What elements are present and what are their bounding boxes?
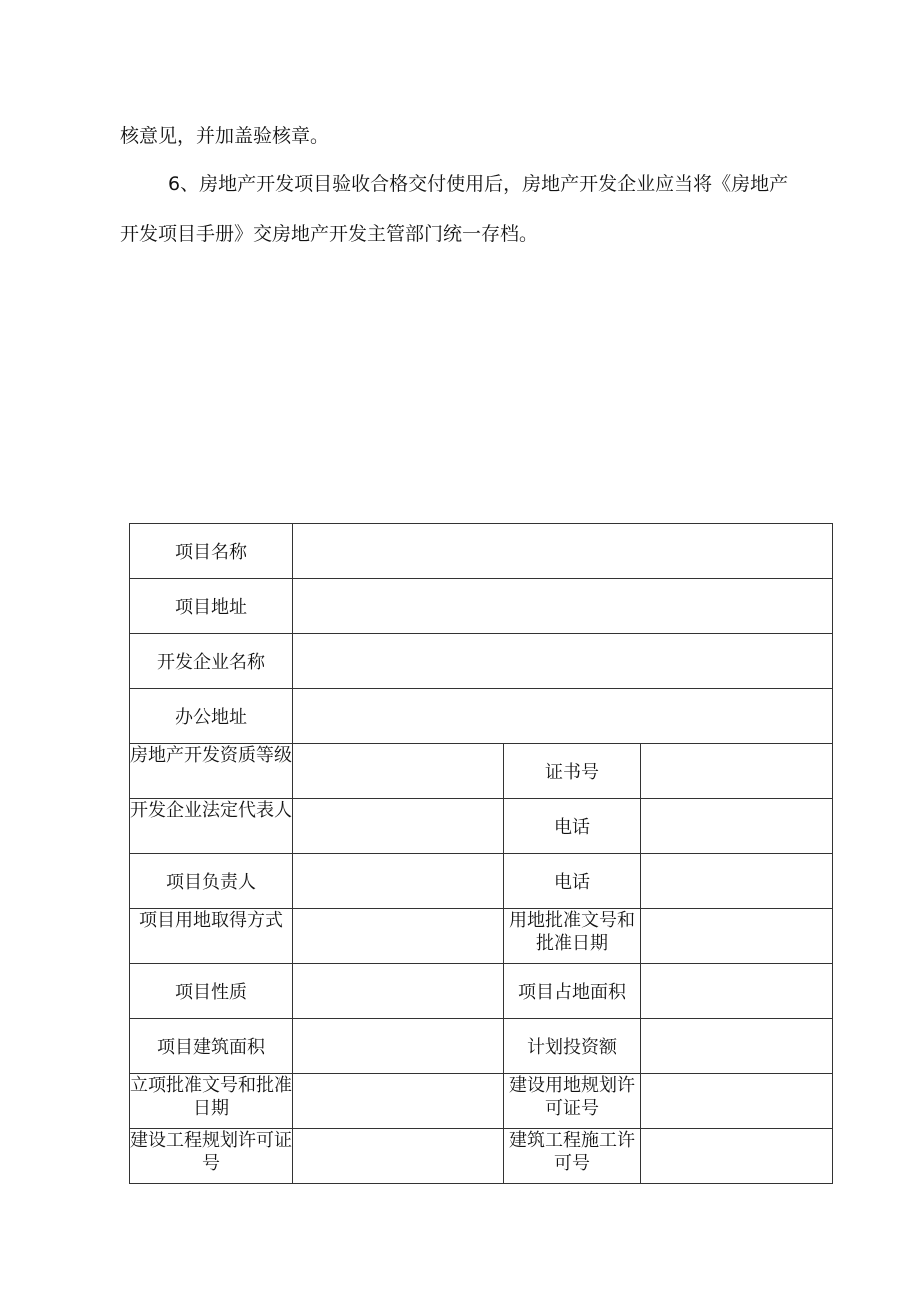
planned-investment-label: 计划投资额 [504,1019,641,1074]
office-address-label: 办公地址 [130,689,293,744]
certificate-no-label: 证书号 [504,744,641,799]
office-address-value[interactable] [293,689,833,744]
table-row [130,524,833,579]
phone-label-1: 电话 [504,799,641,854]
construction-permit-label: 建筑工程施工许可号 [504,1129,641,1184]
land-acquisition-value[interactable] [293,909,504,964]
land-planning-permit-label: 建设用地规划许可证号 [504,1074,641,1129]
qualification-grade-label: 房地产开发资质等级 [130,744,293,799]
land-approval-label: 用地批准文号和批准日期 [504,909,641,964]
table-row [130,854,833,909]
paragraph-line-2: 6、房地产开发项目验收合格交付使用后，房地产开发企业应当将《房地产 [168,173,789,195]
project-nature-value[interactable] [293,964,504,1019]
project-nature-label: 项目性质 [130,964,293,1019]
project-manager-value[interactable] [293,854,504,909]
phone-value-2[interactable] [641,854,833,909]
table-row [130,744,833,799]
developer-name-value[interactable] [293,634,833,689]
table-row [130,1074,833,1129]
building-area-label: 项目建筑面积 [130,1019,293,1074]
land-planning-permit-value[interactable] [641,1074,833,1129]
engineering-planning-permit-label: 建设工程规划许可证号 [130,1129,293,1184]
table-row [130,689,833,744]
land-acquisition-label: 项目用地取得方式 [130,909,293,964]
certificate-no-value[interactable] [641,744,833,799]
construction-permit-value[interactable] [641,1129,833,1184]
table-row [130,909,833,964]
table-row [130,1129,833,1184]
table-row [130,579,833,634]
land-area-label: 项目占地面积 [504,964,641,1019]
table-row [130,799,833,854]
developer-name-label: 开发企业名称 [130,634,293,689]
project-address-label: 项目地址 [130,579,293,634]
building-area-value[interactable] [293,1019,504,1074]
project-manager-label: 项目负责人 [130,854,293,909]
engineering-planning-permit-value[interactable] [293,1129,504,1184]
phone-value-1[interactable] [641,799,833,854]
table-row [130,964,833,1019]
qualification-grade-value[interactable] [293,744,504,799]
project-approval-label: 立项批准文号和批准日期 [130,1074,293,1129]
paragraph-line-1: 核意见，并加盖验核章。 [120,125,330,147]
table-row [130,634,833,689]
table-row [130,1019,833,1074]
phone-label-2: 电话 [504,854,641,909]
project-approval-value[interactable] [293,1074,504,1129]
legal-rep-value[interactable] [293,799,504,854]
land-approval-value[interactable] [641,909,833,964]
paragraph-line-3: 开发项目手册》交房地产开发主管部门统一存档。 [120,223,539,245]
project-info-table [129,523,833,1184]
land-area-value[interactable] [641,964,833,1019]
project-address-value[interactable] [293,579,833,634]
project-name-value[interactable] [293,524,833,579]
legal-rep-label: 开发企业法定代表人 [130,799,293,854]
project-name-label: 项目名称 [130,524,293,579]
planned-investment-value[interactable] [641,1019,833,1074]
